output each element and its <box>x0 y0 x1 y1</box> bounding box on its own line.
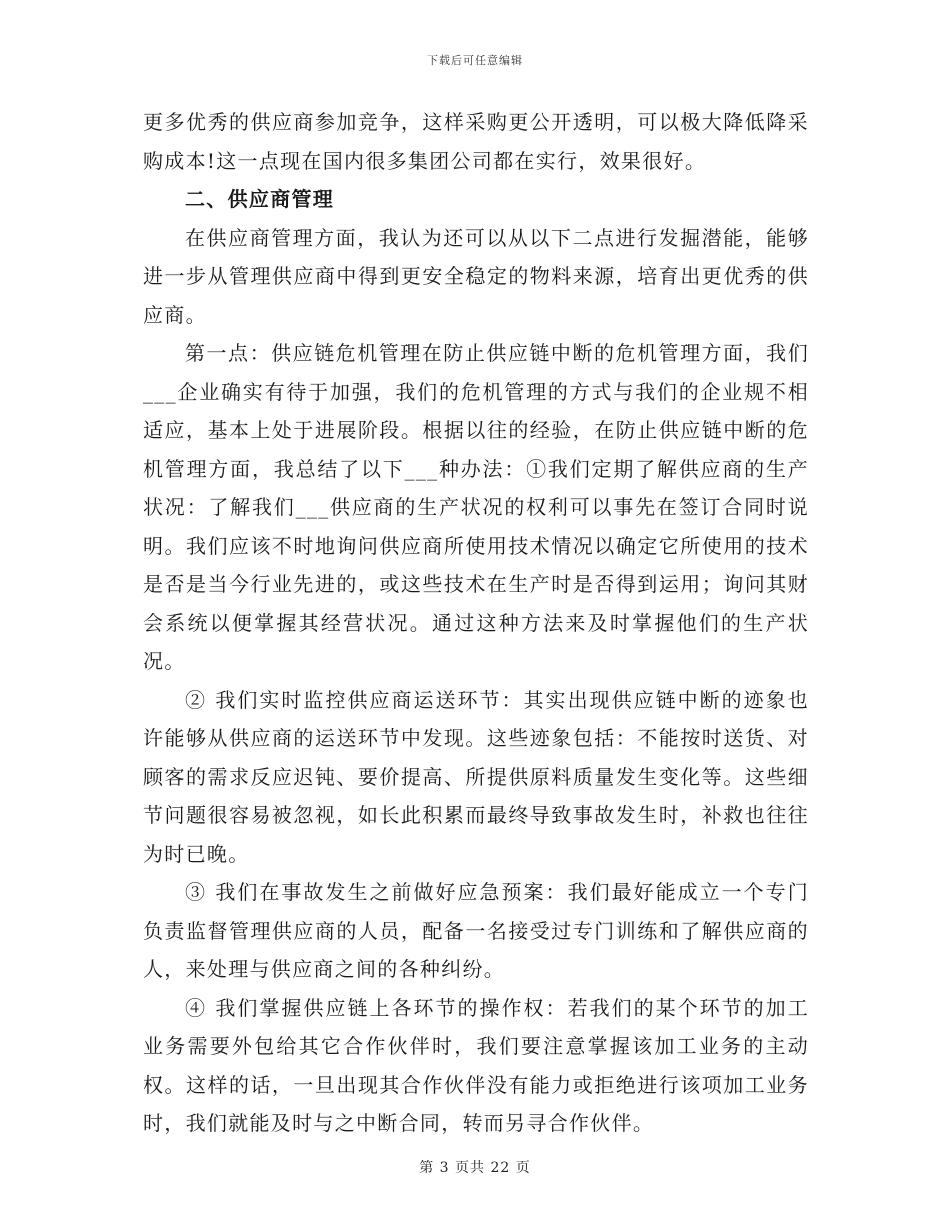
paragraph-item-3: ③ 我们在事故发生之前做好应急预案：我们最好能成立一个专门负责监督管理供应商的人员，配备一名接受过专门训练和了解供应商的人，来处理与供应商之间的各种纠纷。 <box>143 880 809 981</box>
paragraph-item-4: ④ 我们掌握供应链上各环节的操作权：若我们的某个环节的加工业务需要外包给其它合作伙伴时，我们要注意掌握该加工业务的主动权。这样的话，一旦出现其合作伙伴没有能力或拒绝进行该项加工业务时，我们就能及时与之中断合同，转而另寻合作伙伴。 <box>143 995 809 1135</box>
paragraph-item-2: ② 我们实时监控供应商运送环节：其实出现供应链中断的迹象也许能够从供应商的运送环节中发现。这些迹象包括：不能按时送货、对顾客的需求反应迟钝、要价提高、所提供原料质量发生变化等。这些细节问题很容易被忽视，如长此积累而最终导致事故发生时，补救也往往为时已晚。 <box>143 687 809 866</box>
page-number-footer: 第 3 页共 22 页 <box>419 1160 531 1176</box>
paragraph-point-one: 第一点：供应链危机管理在防止供应链中断的危机管理方面，我们___企业确实有待于加强，我们的危机管理的方式与我们的企业规不相适应，基本上处于进展阶段。根据以往的经验，在防止供应链中断的危机管理方面，我总结了以下___种办法：①我们定期了解供应商的生产状况：了解我们___供应商的生产状况的权利可以事先在签订合同时说明。我们应该不时地询问供应商所使用技术情况以确定它所使用的技术是否是当今行业先进的，或这些技术在生产时是否得到运用；询问其财会系统以便掌握其经营状况。通过这种方法来及时掌握他们的生产状况。 <box>143 341 809 673</box>
paragraph-continuation: 更多优秀的供应商参加竞争，这样采购更公开透明，可以极大降低降采购成本!这一点现在国内很多集团公司都在实行，效果很好。 <box>143 110 809 173</box>
section-heading: 二、供应商管理 <box>185 187 335 211</box>
paragraph-intro: 在供应商管理方面，我认为还可以从以下二点进行发掘潜能，能够进一步从管理供应商中得到更安全稳定的物料来源，培育出更优秀的供应商。 <box>143 225 809 327</box>
page-header: 下载后可任意编辑 <box>427 54 523 67</box>
document-body <box>143 103 809 1143</box>
